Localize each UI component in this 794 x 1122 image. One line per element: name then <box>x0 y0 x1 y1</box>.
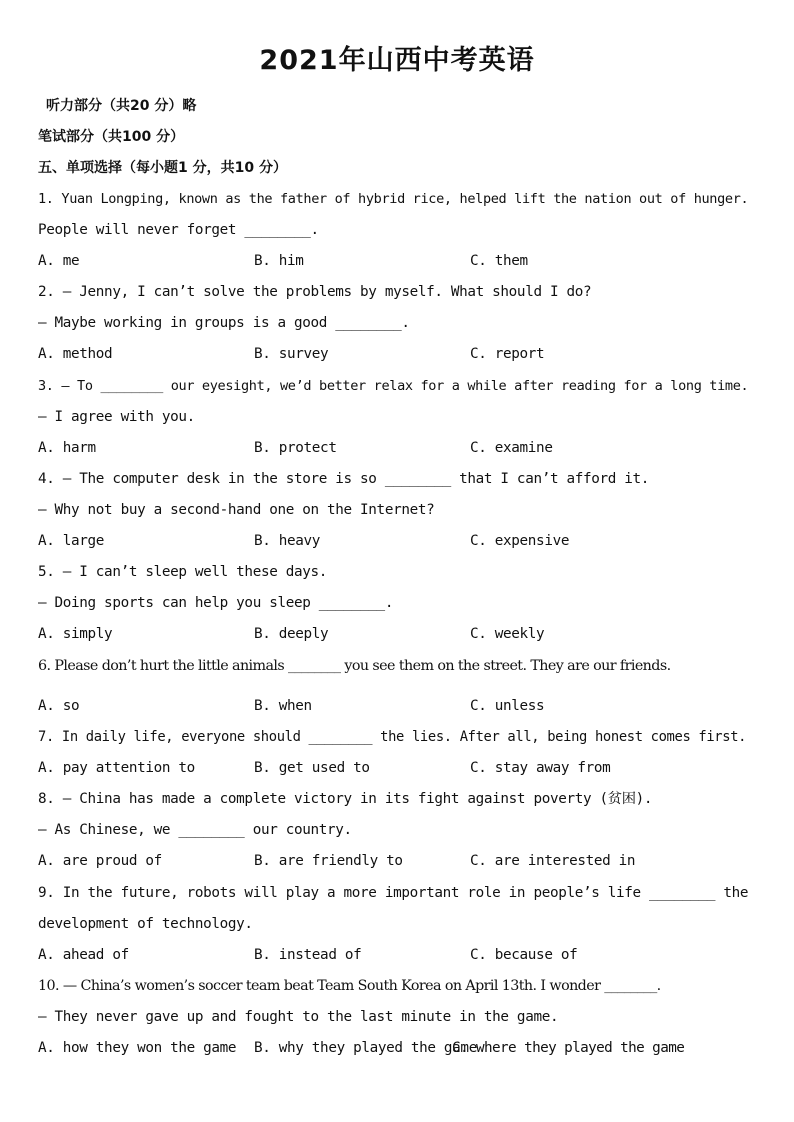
question-1-line-2: People will never forget ________. <box>38 222 319 238</box>
question-3-option-b: B. protect <box>254 440 337 456</box>
question-1-option-c: C. them <box>470 253 528 269</box>
question-5-option-a: A. simply <box>38 626 113 642</box>
question-2-option-a: A. method <box>38 346 113 362</box>
question-4-option-a: A. large <box>38 533 105 549</box>
page-title: 2021年山西中考英语 <box>259 45 535 76</box>
question-9-line-2: development of technology. <box>38 916 253 932</box>
question-7-option-c: C. stay away from <box>470 760 611 776</box>
question-5-line-2: — Doing sports can help you sleep ________. <box>38 595 394 611</box>
question-3-line-2: — I agree with you. <box>38 409 195 425</box>
question-2-option-b: B. survey <box>254 346 329 362</box>
question-9-line-1: 9. In the future, robots will play a more important role in people’s life ________ the <box>38 885 749 901</box>
question-2-option-c: C. report <box>470 346 545 362</box>
question-1-line-1: 1. Yuan Longping, known as the father of hybrid rice, helped lift the nation out of hunger. <box>38 191 749 207</box>
question-5-line-1: 5. — I can’t sleep well these days. <box>38 564 328 580</box>
question-10-line-1: 10. — China’s women’s soccer team beat Team South Korea on April 13th. I wonder ________. <box>38 978 661 994</box>
question-6-option-c: C. unless <box>470 698 545 714</box>
question-10-option-c: C. where they played the game <box>452 1040 685 1056</box>
question-8-option-c: C. are interested in <box>470 853 636 869</box>
question-4-option-b: B. heavy <box>254 533 321 549</box>
question-4-option-c: C. expensive <box>470 533 570 549</box>
question-10-line-2: — They never gave up and fought to the last minute in the game. <box>38 1009 559 1025</box>
question-6-option-b: B. when <box>254 698 312 714</box>
section-listening: 听力部分（共20 分）略 <box>46 98 197 114</box>
question-4-line-2: — Why not buy a second-hand one on the Internet? <box>38 502 435 518</box>
question-1-option-a: A. me <box>38 253 80 269</box>
question-8-line-1: 8. — China has made a complete victory in its fight against poverty (贫困). <box>38 791 653 807</box>
question-3-option-a: A. harm <box>38 440 96 456</box>
section-written: 笔试部分（共100 分） <box>38 129 185 145</box>
question-10-option-a: A. how they won the game <box>38 1040 237 1056</box>
question-3-option-c: C. examine <box>470 440 553 456</box>
question-8-line-2: — As Chinese, we ________ our country. <box>38 822 352 838</box>
question-8-option-a: A. are proud of <box>38 853 162 869</box>
question-7-option-a: A. pay attention to <box>38 760 195 776</box>
question-9-option-b: B. instead of <box>254 947 362 963</box>
question-4-line-1: 4. — The computer desk in the store is so ________ that I can’t afford it. <box>38 471 650 487</box>
question-3-line-1: 3. — To ________ our eyesight, we’d better relax for a while after reading for a long time. <box>38 378 749 394</box>
question-8-option-b: B. are friendly to <box>254 853 403 869</box>
question-5-option-b: B. deeply <box>254 626 329 642</box>
question-9-option-c: C. because of <box>470 947 578 963</box>
question-9-option-a: A. ahead of <box>38 947 129 963</box>
question-5-option-c: C. weekly <box>470 626 545 642</box>
question-6-option-a: A. so <box>38 698 80 714</box>
question-7-option-b: B. get used to <box>254 760 370 776</box>
question-2-line-2: — Maybe working in groups is a good ________. <box>38 315 410 331</box>
question-10-option-b: B. why they played the game <box>254 1040 477 1056</box>
section-part5-heading: 五、单项选择（每小题1 分，共10 分） <box>38 160 287 176</box>
question-6-line-1: 6. Please don’t hurt the little animals ________ you see them on the street. They are our friends. <box>38 658 671 674</box>
question-2-line-1: 2. — Jenny, I can’t solve the problems by myself. What should I do? <box>38 284 592 300</box>
question-1-option-b: B. him <box>254 253 304 269</box>
question-7-line-1: 7. In daily life, everyone should ________ the lies. After all, being honest comes first. <box>38 729 747 745</box>
